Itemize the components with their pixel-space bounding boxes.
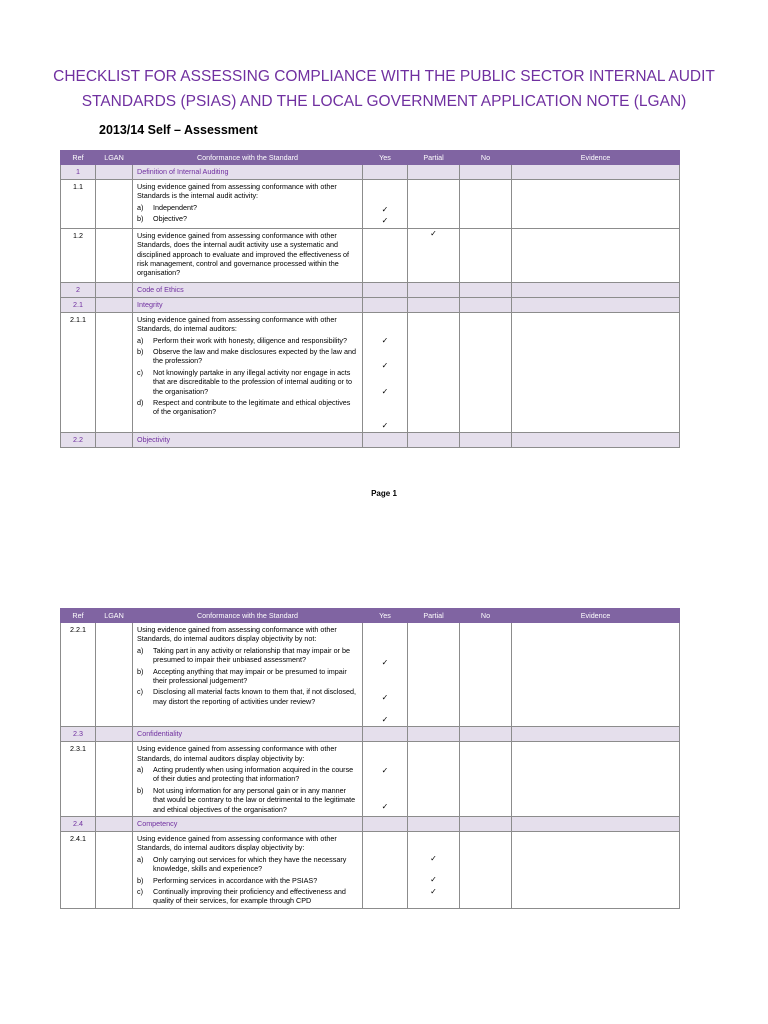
section-ref: 2.2	[61, 433, 96, 448]
evidence-cell	[512, 623, 680, 727]
header-ref: Ref	[61, 151, 96, 165]
sub-item	[137, 687, 358, 706]
header-no: No	[460, 609, 512, 623]
table-row	[61, 228, 680, 282]
yes-cell	[363, 312, 408, 433]
yes-cell	[363, 165, 408, 180]
check-mark-icon: ✓	[381, 801, 389, 811]
table-row	[61, 832, 680, 909]
criteria-intro: Using evidence gained from assessing conformance with other Standards, do internal auditors display objectivity by not:	[137, 625, 337, 644]
lgan-cell	[96, 433, 133, 448]
row-ref: 2.2.1	[61, 623, 96, 727]
check-mark-icon: ✓	[381, 693, 389, 703]
header-lgan: LGAN	[96, 151, 133, 165]
item-text: Acting prudently when using information acquired in the course of their duties and protecting that information?	[153, 764, 354, 784]
sub-item	[137, 765, 358, 784]
header-partial: Partial	[408, 151, 460, 165]
sub-item	[137, 336, 358, 345]
check-mark-icon: ✓	[430, 886, 437, 896]
yes-cell	[363, 727, 408, 742]
criteria-intro: Using evidence gained from assessing conformance with other Standards is the internal audit activity:	[137, 182, 337, 201]
header-lgan: LGAN	[96, 609, 133, 623]
partial-cell	[408, 727, 460, 742]
criteria-cell	[133, 312, 363, 433]
no-cell	[460, 817, 512, 832]
yes-cell	[363, 282, 408, 297]
lgan-cell	[96, 228, 133, 282]
table-row	[61, 742, 680, 817]
partial-cell	[408, 228, 460, 282]
partial-cell	[408, 312, 460, 433]
table-row	[61, 623, 680, 727]
sub-item	[137, 876, 358, 885]
document-title	[40, 64, 728, 114]
check-mark-icon: ✓	[381, 420, 389, 430]
section-label: Objectivity	[133, 433, 363, 448]
criteria-intro: Using evidence gained from assessing conformance with other Standards, does the internal audit activity use a systematic and disciplined approach to evaluate and improved the effectiveness of risk management, control and governance processed within the organisation?	[137, 230, 350, 278]
check-mark-icon: ✓	[381, 216, 389, 226]
section-label: Confidentiality	[133, 727, 363, 742]
sub-item	[137, 214, 358, 223]
sub-item	[137, 855, 358, 874]
criteria-cell	[133, 832, 363, 909]
section-ref: 2	[61, 282, 96, 297]
lgan-cell	[96, 742, 133, 817]
partial-cell	[408, 165, 460, 180]
section-row	[61, 282, 680, 297]
no-cell	[460, 228, 512, 282]
lgan-cell	[96, 832, 133, 909]
yes-cell	[363, 742, 408, 817]
section-row	[61, 297, 680, 312]
partial-cell	[408, 297, 460, 312]
yes-cell	[363, 817, 408, 832]
row-ref: 2.4.1	[61, 832, 96, 909]
item-letter: d)	[137, 398, 144, 408]
header-conformance: Conformance with the Standard	[133, 609, 363, 623]
item-text: Observe the law and make disclosures expected by the law and the profession?	[153, 347, 356, 366]
no-cell	[460, 312, 512, 433]
header-partial: Partial	[408, 609, 460, 623]
item-letter: b)	[137, 666, 144, 676]
no-cell	[460, 832, 512, 909]
item-text: Independent?	[153, 202, 197, 212]
header-yes: Yes	[363, 609, 408, 623]
checklist-table-page-1	[60, 150, 680, 448]
section-ref: 2.1	[61, 297, 96, 312]
page-number: Page 1	[371, 489, 397, 498]
section-row	[61, 727, 680, 742]
item-letter: b)	[137, 214, 144, 224]
evidence-cell	[512, 312, 680, 433]
evidence-cell	[512, 180, 680, 229]
lgan-cell	[96, 282, 133, 297]
sub-item	[137, 667, 358, 686]
table-header	[61, 151, 680, 165]
partial-cell	[408, 742, 460, 817]
partial-cell	[408, 282, 460, 297]
header-ref: Ref	[61, 609, 96, 623]
check-mark-icon: ✓	[381, 766, 389, 776]
section-label: Definition of Internal Auditing	[133, 165, 363, 180]
no-cell	[460, 433, 512, 448]
item-letter: c)	[137, 367, 143, 377]
sub-item	[137, 887, 358, 906]
evidence-cell	[512, 282, 680, 297]
partial-cell	[408, 817, 460, 832]
item-text: Not knowingly partake in any illegal activity nor engage in acts that are discreditable to the profession of internal auditing or to the organisation?	[153, 367, 352, 396]
section-row	[61, 165, 680, 180]
sub-item	[137, 347, 358, 366]
row-ref: 1.1	[61, 180, 96, 229]
yes-cell	[363, 623, 408, 727]
item-text: Performing services in accordance with the PSIAS?	[153, 875, 318, 885]
header-evidence: Evidence	[512, 151, 680, 165]
partial-cell	[408, 832, 460, 909]
no-cell	[460, 623, 512, 727]
lgan-cell	[96, 817, 133, 832]
evidence-cell	[512, 297, 680, 312]
header-no: No	[460, 151, 512, 165]
no-cell	[460, 727, 512, 742]
lgan-cell	[96, 180, 133, 229]
criteria-intro: Using evidence gained from assessing conformance with other Standards, do internal auditors display objectivity by:	[137, 834, 337, 853]
criteria-intro: Using evidence gained from assessing conformance with other Standards, do internal auditors display objectivity by:	[137, 744, 337, 763]
sub-item	[137, 786, 358, 814]
item-letter: a)	[137, 335, 144, 345]
yes-cell	[363, 433, 408, 448]
item-text: Taking part in any activity or relationship that may impair or be presumed to impair their unbiased assessment?	[153, 645, 350, 665]
evidence-cell	[512, 433, 680, 448]
item-letter: c)	[137, 687, 143, 697]
lgan-cell	[96, 312, 133, 433]
header-evidence: Evidence	[512, 609, 680, 623]
sub-item	[137, 398, 358, 417]
row-ref: 1.2	[61, 228, 96, 282]
title-line-2: STANDARDS (PSIAS) AND THE LOCAL GOVERNMENT APPLICATION NOTE (LGAN)	[81, 93, 687, 110]
item-letter: a)	[137, 854, 144, 864]
section-label: Competency	[133, 817, 363, 832]
item-letter: c)	[137, 887, 143, 897]
yes-cell	[363, 832, 408, 909]
criteria-intro: Using evidence gained from assessing conformance with other Standards, do internal auditors:	[137, 314, 337, 334]
no-cell	[460, 282, 512, 297]
partial-cell	[408, 180, 460, 229]
table-header	[61, 609, 680, 623]
criteria-cell	[133, 623, 363, 727]
item-letter: b)	[137, 785, 144, 795]
row-ref: 2.3.1	[61, 742, 96, 817]
evidence-cell	[512, 832, 680, 909]
check-mark-icon: ✓	[381, 658, 389, 667]
check-mark-icon: ✓	[430, 875, 437, 885]
checklist-table-page-2	[60, 608, 680, 909]
evidence-cell	[512, 228, 680, 282]
sub-item	[137, 203, 358, 212]
yes-cell	[363, 228, 408, 282]
assessment-year: 2013/14 Self – Assessment	[99, 123, 258, 137]
lgan-cell	[96, 165, 133, 180]
table-row	[61, 180, 680, 229]
yes-cell	[363, 297, 408, 312]
item-letter: b)	[137, 347, 144, 357]
evidence-cell	[512, 742, 680, 817]
check-mark-icon: ✓	[381, 335, 389, 345]
evidence-cell	[512, 817, 680, 832]
evidence-cell	[512, 165, 680, 180]
item-text: Disclosing all material facts known to them that, if not disclosed, may distort the reporting of activities under review?	[153, 687, 356, 706]
item-letter: b)	[137, 875, 144, 885]
evidence-cell	[512, 727, 680, 742]
check-mark-icon: ✓	[381, 205, 389, 214]
criteria-cell	[133, 228, 363, 282]
check-mark-icon: ✓	[430, 854, 437, 864]
check-mark-icon: ✓	[381, 714, 389, 724]
no-cell	[460, 180, 512, 229]
check-mark-icon: ✓	[381, 361, 389, 371]
section-ref: 1	[61, 165, 96, 180]
item-letter: a)	[137, 764, 144, 774]
section-ref: 2.4	[61, 817, 96, 832]
item-text: Not using information for any personal gain or in any manner that would be contrary to the law or detrimental to the legitimate and ethical objectives of the organisation?	[153, 785, 356, 814]
no-cell	[460, 742, 512, 817]
lgan-cell	[96, 297, 133, 312]
no-cell	[460, 297, 512, 312]
item-text: Accepting anything that may impair or be presumed to impair their professional judgement?	[153, 666, 347, 686]
partial-cell	[408, 433, 460, 448]
item-letter: a)	[137, 202, 144, 212]
lgan-cell	[96, 727, 133, 742]
item-text: Respect and contribute to the legitimate and ethical objectives of the organisation?	[153, 398, 351, 417]
check-mark-icon: ✓	[381, 386, 389, 396]
item-text: Continually improving their proficiency and effectiveness and quality of their services, for example through CPD	[153, 887, 346, 906]
row-ref: 2.1.1	[61, 312, 96, 433]
table-row	[61, 312, 680, 433]
item-text: Only carrying out services for which they have the necessary knowledge, skills and experience?	[153, 854, 347, 874]
sub-item	[137, 368, 358, 396]
item-text: Perform their work with honesty, diligence and responsibility?	[153, 335, 348, 345]
header-yes: Yes	[363, 151, 408, 165]
no-cell	[460, 165, 512, 180]
check-mark-icon: ✓	[430, 228, 437, 238]
partial-cell	[408, 623, 460, 727]
title-line-1: CHECKLIST FOR ASSESSING COMPLIANCE WITH THE PUBLIC SECTOR INTERNAL AUDIT	[53, 68, 715, 85]
section-label: Code of Ethics	[133, 282, 363, 297]
criteria-cell	[133, 180, 363, 229]
section-row	[61, 817, 680, 832]
item-letter: a)	[137, 645, 144, 655]
criteria-cell	[133, 742, 363, 817]
section-row	[61, 433, 680, 448]
item-text: Objective?	[153, 214, 187, 224]
sub-item	[137, 646, 358, 665]
header-conformance: Conformance with the Standard	[133, 151, 363, 165]
lgan-cell	[96, 623, 133, 727]
yes-cell	[363, 180, 408, 229]
section-ref: 2.3	[61, 727, 96, 742]
section-label: Integrity	[133, 297, 363, 312]
